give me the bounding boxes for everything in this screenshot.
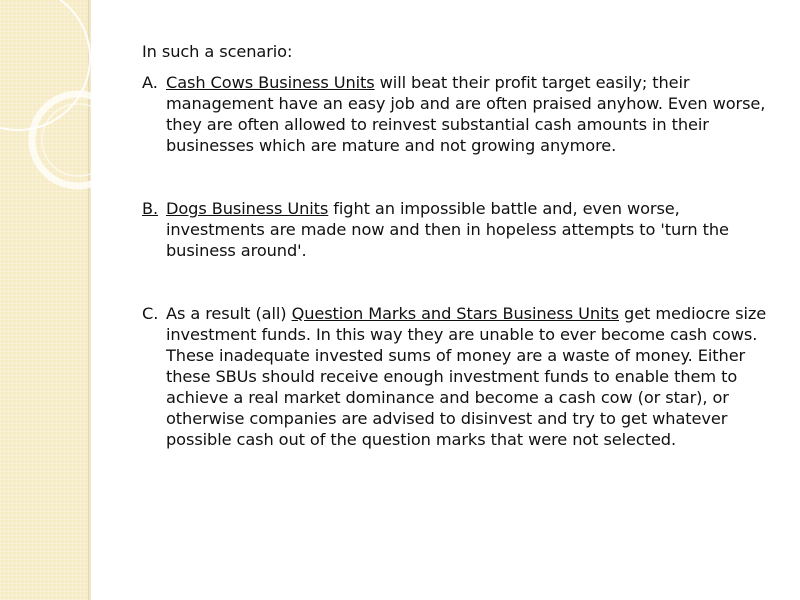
question-marks-stars-link[interactable]: Question Marks and Stars Business Units <box>291 304 619 323</box>
list-item-c <box>142 303 782 450</box>
list-item-a-text: will beat their profit target easily; their management have an easy job and are often praised anyhow. Even worse, they are often allowed to reinvest substantial cash amounts in their businesses which are mature and not growing anymore. <box>166 73 766 155</box>
decorative-ring-small-inner <box>42 104 114 176</box>
list-item-c-lead: As a result (all) <box>166 304 292 323</box>
dogs-link[interactable]: Dogs Business Units <box>166 199 329 218</box>
cash-cows-link[interactable]: Cash Cows Business Units <box>166 73 375 92</box>
list-marker-a: A. <box>142 73 158 92</box>
slide-body <box>142 41 782 492</box>
list-marker-c: C. <box>142 304 159 323</box>
list-item-c-text: get mediocre size investment funds. In this way they are unable to ever become cash cows. These inadequate invested sums of money are a waste of money. Either these SBUs should receive enough investment funds to enable them to achieve a real market dominance and become a cash cow (or star), or otherwise companies are advised to disinvest and try to get whatever possible cash out of the question marks that were not selected. <box>166 304 767 449</box>
intro-text: In such a scenario: <box>142 42 293 61</box>
list-item-b <box>142 198 782 261</box>
list-marker-b: B. <box>142 199 159 218</box>
list-item-a <box>142 72 782 156</box>
decorative-rings <box>0 0 130 260</box>
decorative-ring-small <box>32 94 124 186</box>
list-item-b-text: fight an impossible battle and, even worse, investments are made now and then in hopeless attempts to 'turn the business around'. <box>166 199 729 260</box>
